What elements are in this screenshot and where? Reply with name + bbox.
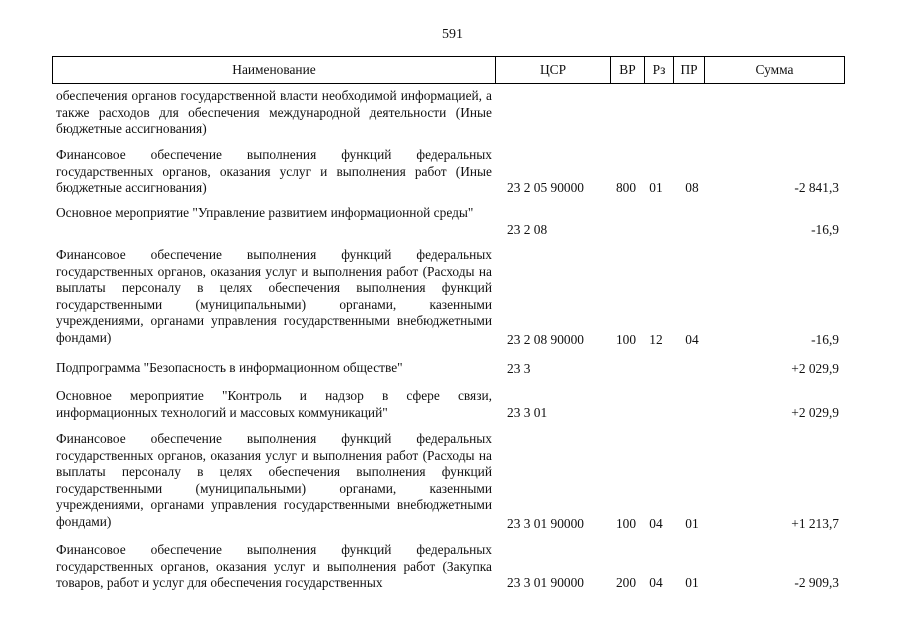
column-header-vr: ВР [610, 57, 644, 83]
row-vr: 200 [615, 575, 637, 591]
table-row [52, 388, 845, 422]
row-csr: 23 3 01 [507, 405, 548, 421]
row-name: Финансовое обеспечение выполнения функций федеральных государственных органов, оказания услуг и выполнения работ (Расходы на выплаты персоналу в целях обеспечения выполнения функций государственными (муниципальными) органами, казенными учреждениями, органами управления государственными внебюджетными фондами) [56, 431, 492, 529]
table-row [52, 247, 845, 349]
column-header-sum: Сумма [704, 57, 844, 83]
table-row [52, 431, 845, 533]
row-csr: 23 3 01 90000 [507, 516, 584, 532]
column-header-csr: ЦСР [495, 57, 610, 83]
row-rz: 12 [649, 332, 663, 348]
row-vr: 100 [615, 516, 637, 532]
row-sum: -16,9 [811, 332, 839, 348]
row-csr: 23 2 05 90000 [507, 180, 584, 196]
row-name: обеспечения органов государственной власти необходимой информацией, а также расходов для обеспечения международной деятельности (Иные бюджетные ассигнования) [56, 88, 492, 137]
row-name: Финансовое обеспечение выполнения функций федеральных государственных органов, оказания услуг и выполнения работ (Иные бюджетные ассигнования) [56, 147, 492, 196]
table-row [52, 542, 845, 592]
table-row [52, 88, 845, 138]
row-rz: 04 [649, 516, 663, 532]
column-header-pr: ПР [673, 57, 704, 83]
row-csr: 23 2 08 [507, 222, 548, 238]
row-sum: -2 841,3 [794, 180, 839, 196]
row-pr: 08 [685, 180, 699, 196]
column-header-rz: Рз [644, 57, 673, 83]
row-rz: 01 [649, 180, 663, 196]
row-rz: 04 [649, 575, 663, 591]
row-csr: 23 3 01 90000 [507, 575, 584, 591]
row-csr: 23 3 [507, 361, 531, 377]
row-sum: +1 213,7 [791, 516, 839, 532]
row-pr: 04 [685, 332, 699, 348]
page-number: 591 [442, 27, 463, 42]
row-name: Финансовое обеспечение выполнения функций федеральных государственных органов, оказания услуг и выполнения работ (Расходы на выплаты персоналу в целях обеспечения выполнения функций государственными (муниципальными) органами, казенными учреждениями, органами управления государственными внебюджетными фондами) [56, 247, 492, 345]
table-row [52, 147, 845, 197]
row-name: Финансовое обеспечение выполнения функций федеральных государственных органов, оказания услуг и выполнения работ (Закупка товаров, работ и услуг для обеспечения государственных [56, 542, 492, 591]
table-header [52, 56, 845, 84]
row-sum: -2 909,3 [794, 575, 839, 591]
table-row [52, 360, 845, 378]
row-pr: 01 [685, 575, 699, 591]
row-pr: 01 [685, 516, 699, 532]
row-vr: 800 [615, 180, 637, 196]
row-csr: 23 2 08 90000 [507, 332, 584, 348]
row-sum: +2 029,9 [791, 405, 839, 421]
row-name: Основное мероприятие "Контроль и надзор в сфере связи, информационных технологий и массовых коммуникаций" [56, 388, 492, 420]
row-sum: +2 029,9 [791, 361, 839, 377]
row-vr: 100 [615, 332, 637, 348]
row-name: Подпрограмма "Безопасность в информационном обществе" [56, 360, 403, 375]
row-sum: -16,9 [811, 222, 839, 238]
row-name: Основное мероприятие "Управление развитием информационной среды" [56, 205, 474, 220]
table-row [52, 205, 845, 239]
column-header-name: Наименование [232, 62, 316, 77]
